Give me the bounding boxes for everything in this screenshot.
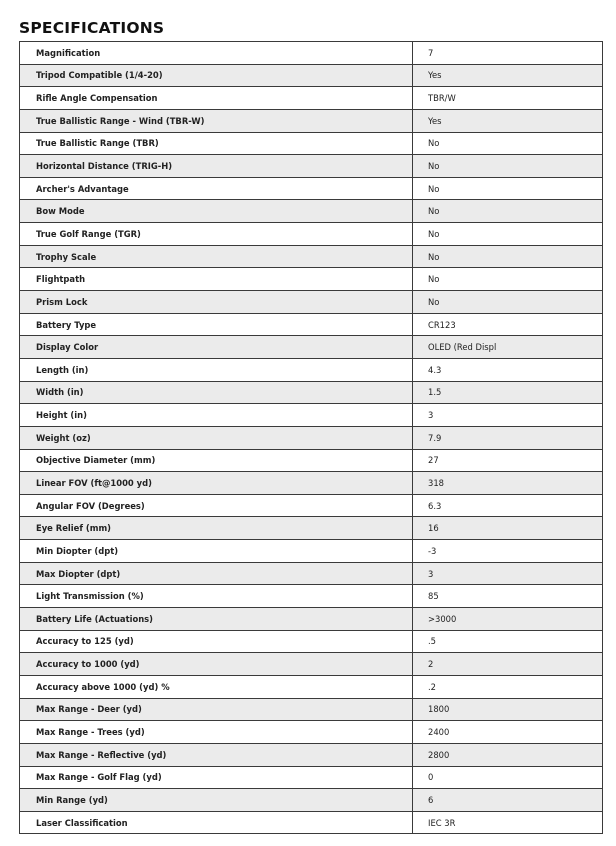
spec-row [20,291,603,314]
spec-row [20,449,603,472]
spec-value: 85 [413,585,603,608]
spec-label: Accuracy to 125 (yd) [20,630,413,653]
spec-value: Yes [413,109,603,132]
specifications-table [19,41,603,834]
spec-value: No [413,223,603,246]
spec-value: No [413,291,603,314]
spec-label: Prism Lock [20,291,413,314]
spec-label: Angular FOV (Degrees) [20,494,413,517]
spec-label: True Ballistic Range (TBR) [20,132,413,155]
spec-value: 27 [413,449,603,472]
spec-row [20,358,603,381]
spec-row [20,653,603,676]
spec-value: 0 [413,766,603,789]
spec-value: -3 [413,540,603,563]
spec-row [20,743,603,766]
spec-label: Battery Type [20,313,413,336]
spec-value: TBR/W [413,87,603,110]
spec-row [20,381,603,404]
spec-label: Max Range - Trees (yd) [20,721,413,744]
spec-label: Laser Classification [20,811,413,834]
spec-row [20,200,603,223]
spec-value: No [413,177,603,200]
spec-value: No [413,200,603,223]
spec-row [20,721,603,744]
spec-value: 1800 [413,698,603,721]
spec-row [20,223,603,246]
spec-label: Magnification [20,42,413,65]
spec-value: 3 [413,562,603,585]
spec-label: Min Diopter (dpt) [20,540,413,563]
spec-value: 3 [413,404,603,427]
spec-value: 2400 [413,721,603,744]
spec-row [20,177,603,200]
spec-label: Tripod Compatible (1/4-20) [20,64,413,87]
spec-value: .2 [413,675,603,698]
spec-label: Accuracy to 1000 (yd) [20,653,413,676]
spec-value: 2 [413,653,603,676]
spec-row [20,517,603,540]
spec-label: Height (in) [20,404,413,427]
spec-value: 7 [413,42,603,65]
spec-row [20,540,603,563]
spec-label: Rifle Angle Compensation [20,87,413,110]
spec-value: 6 [413,789,603,812]
spec-row [20,64,603,87]
spec-label: Horizontal Distance (TRIG-H) [20,155,413,178]
spec-value: No [413,268,603,291]
spec-value: 1.5 [413,381,603,404]
page-title: SPECIFICATIONS [19,19,165,37]
spec-label: Trophy Scale [20,245,413,268]
spec-value: .5 [413,630,603,653]
spec-row [20,789,603,812]
spec-value: No [413,132,603,155]
spec-label: Flightpath [20,268,413,291]
spec-label: True Golf Range (TGR) [20,223,413,246]
spec-row [20,675,603,698]
spec-row [20,245,603,268]
spec-row [20,630,603,653]
spec-row [20,155,603,178]
spec-label: Light Transmission (%) [20,585,413,608]
spec-value: 4.3 [413,358,603,381]
spec-value: IEC 3R [413,811,603,834]
spec-row [20,698,603,721]
spec-label: Accuracy above 1000 (yd) % [20,675,413,698]
spec-label: Objective Diameter (mm) [20,449,413,472]
spec-row [20,336,603,359]
spec-row [20,313,603,336]
spec-row [20,472,603,495]
spec-row [20,766,603,789]
spec-label: Eye Relief (mm) [20,517,413,540]
spec-value: 16 [413,517,603,540]
specifications-table-body [20,42,603,834]
spec-value: Yes [413,64,603,87]
spec-label: Max Range - Golf Flag (yd) [20,766,413,789]
spec-label: Linear FOV (ft@1000 yd) [20,472,413,495]
spec-label: Battery Life (Actuations) [20,608,413,631]
spec-value: No [413,245,603,268]
spec-row [20,132,603,155]
spec-row [20,268,603,291]
spec-row [20,608,603,631]
spec-label: Max Diopter (dpt) [20,562,413,585]
spec-label: Weight (oz) [20,426,413,449]
spec-label: Max Range - Deer (yd) [20,698,413,721]
spec-value: No [413,155,603,178]
spec-row [20,494,603,517]
spec-row [20,426,603,449]
spec-label: Bow Mode [20,200,413,223]
spec-value: 2800 [413,743,603,766]
spec-label: Archer's Advantage [20,177,413,200]
spec-row [20,42,603,65]
spec-row [20,404,603,427]
spec-row [20,109,603,132]
spec-value: 7.9 [413,426,603,449]
spec-value: OLED (Red Displ [413,336,603,359]
spec-label: Width (in) [20,381,413,404]
spec-value: >3000 [413,608,603,631]
spec-label: Min Range (yd) [20,789,413,812]
spec-label: Display Color [20,336,413,359]
spec-value: 318 [413,472,603,495]
spec-row [20,562,603,585]
spec-label: True Ballistic Range - Wind (TBR-W) [20,109,413,132]
spec-row [20,811,603,834]
spec-value: 6.3 [413,494,603,517]
spec-row [20,87,603,110]
spec-label: Max Range - Reflective (yd) [20,743,413,766]
spec-label: Length (in) [20,358,413,381]
spec-value: CR123 [413,313,603,336]
spec-row [20,585,603,608]
